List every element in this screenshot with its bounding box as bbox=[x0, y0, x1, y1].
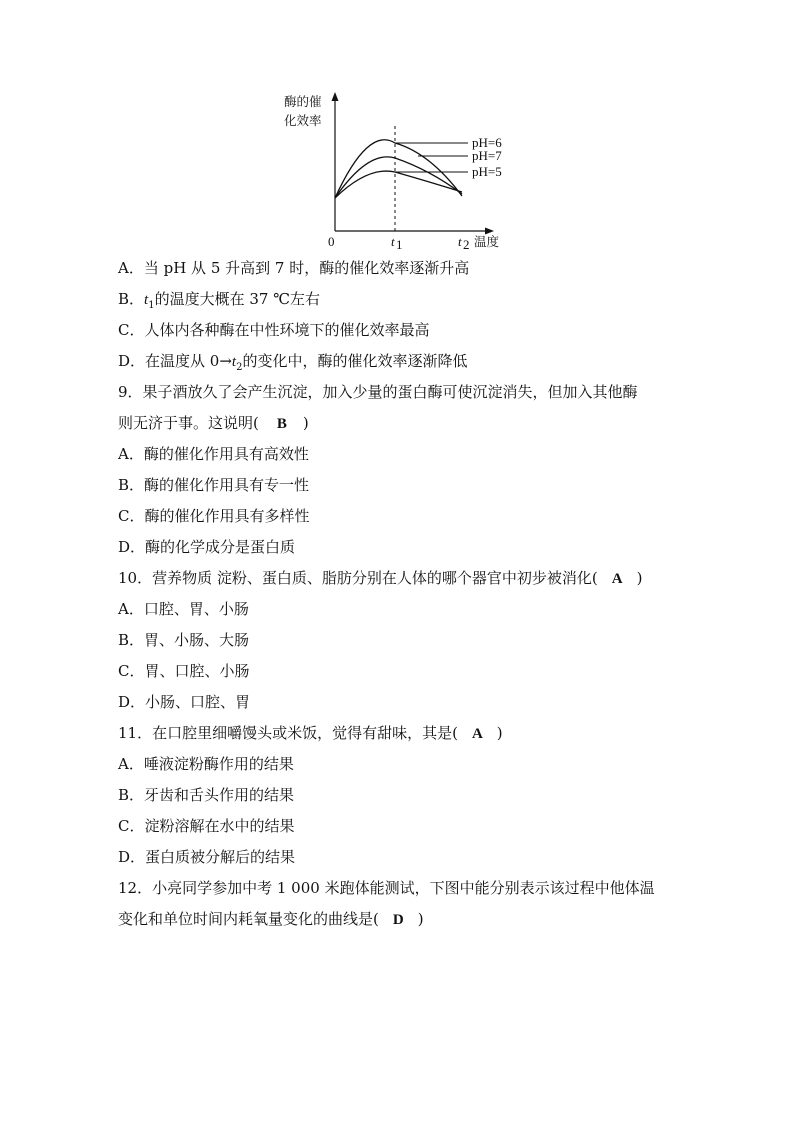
q12-stem-line1: 12．小亮同学参加中考 1 000 米跑体能测试，下图中能分别表示该过程中他体温 bbox=[118, 879, 655, 897]
origin-label: 0 bbox=[328, 234, 335, 249]
q9-option-b: B．酶的催化作用具有专一性 bbox=[118, 476, 310, 494]
enzyme-efficiency-figure bbox=[280, 88, 520, 253]
q8-option-b-prefix: B． bbox=[118, 290, 145, 308]
figure-svg bbox=[280, 88, 520, 253]
t2-label: t bbox=[458, 234, 462, 249]
q9-option-c: C．酶的催化作用具有多样性 bbox=[118, 507, 310, 525]
q10-answer: A bbox=[611, 571, 623, 587]
y-axis-arrow bbox=[332, 92, 339, 101]
q11-option-a: A．唾液淀粉酶作用的结果 bbox=[118, 755, 294, 773]
q12-answer: D bbox=[392, 912, 404, 928]
y-axis-label-line1: 酶的催 bbox=[284, 94, 322, 109]
q8-option-a: A．当 pH 从 5 升高到 7 时，酶的催化效率逐渐升高 bbox=[118, 259, 470, 277]
q8-option-b-t: t bbox=[144, 292, 149, 308]
q11-stem bbox=[118, 723, 503, 744]
q10-option-c: C．胃、口腔、小肠 bbox=[118, 662, 250, 680]
q12-close-paren: ) bbox=[417, 910, 424, 928]
q8-option-d-sub: 2 bbox=[236, 362, 243, 373]
curve-ph6 bbox=[335, 140, 462, 198]
q9-stem-line2 bbox=[118, 413, 309, 434]
y-axis-label-line2: 化效率 bbox=[284, 113, 322, 128]
q12-stem-line2 bbox=[118, 909, 424, 930]
q10-close-paren: ) bbox=[636, 569, 643, 587]
q9-stem-text: 则无济于事。这说明( bbox=[118, 414, 259, 432]
q11-stem-text: 11．在口腔里细嚼馒头或米饭，觉得有甜味，其是( bbox=[118, 724, 458, 742]
q10-option-a: A．口腔、胃、小肠 bbox=[118, 600, 249, 618]
q11-option-c: C．淀粉溶解在水中的结果 bbox=[118, 817, 295, 835]
q8-option-c: C．人体内各种酶在中性环境下的催化效率最高 bbox=[118, 321, 430, 339]
q10-option-d: D．小肠、口腔、胃 bbox=[118, 693, 251, 711]
q10-option-b: B．胃、小肠、大肠 bbox=[118, 631, 250, 649]
legend-ph7: pH=7 bbox=[472, 148, 502, 163]
q10-stem bbox=[118, 568, 642, 589]
q11-option-b: B．牙齿和舌头作用的结果 bbox=[118, 786, 295, 804]
q9-option-a: A．酶的催化作用具有高效性 bbox=[118, 445, 309, 463]
q8-option-d-t: t bbox=[231, 354, 237, 370]
q8-option-d-prefix: D．在温度从 0→ bbox=[118, 352, 232, 370]
q8-option-d bbox=[118, 351, 467, 378]
q8-option-d-rest: 的变化中，酶的催化效率逐渐降低 bbox=[242, 352, 468, 370]
q9-close-paren: ) bbox=[302, 414, 309, 432]
legend-ph6: pH=6 bbox=[472, 135, 502, 150]
t1-label: t bbox=[391, 234, 395, 249]
q8-option-b-sub: 1 bbox=[148, 300, 155, 311]
q11-option-d: D．蛋白质被分解后的结果 bbox=[118, 848, 296, 866]
q9-answer: B bbox=[276, 416, 287, 432]
x-axis-label: 温度 bbox=[474, 234, 500, 249]
q12-stem-text: 变化和单位时间内耗氧量变化的曲线是( bbox=[118, 910, 379, 928]
q11-answer: A bbox=[471, 726, 483, 742]
q11-close-paren: ) bbox=[496, 724, 503, 742]
q8-option-b-rest: 的温度大概在 37 ℃左右 bbox=[154, 290, 320, 308]
q9-option-d: D．酶的化学成分是蛋白质 bbox=[118, 538, 296, 556]
t2-subscript: 2 bbox=[463, 237, 470, 252]
q10-stem-text: 10．营养物质 淀粉、蛋白质、脂肪分别在人体的哪个器官中初步被消化( bbox=[118, 569, 598, 587]
legend-ph5: pH=5 bbox=[472, 164, 502, 179]
q9-stem-line1: 9．果子酒放久了会产生沉淀，加入少量的蛋白酶可使沉淀消失，但加入其他酶 bbox=[118, 383, 638, 401]
t1-subscript: 1 bbox=[396, 237, 403, 252]
q8-option-b bbox=[118, 289, 320, 316]
